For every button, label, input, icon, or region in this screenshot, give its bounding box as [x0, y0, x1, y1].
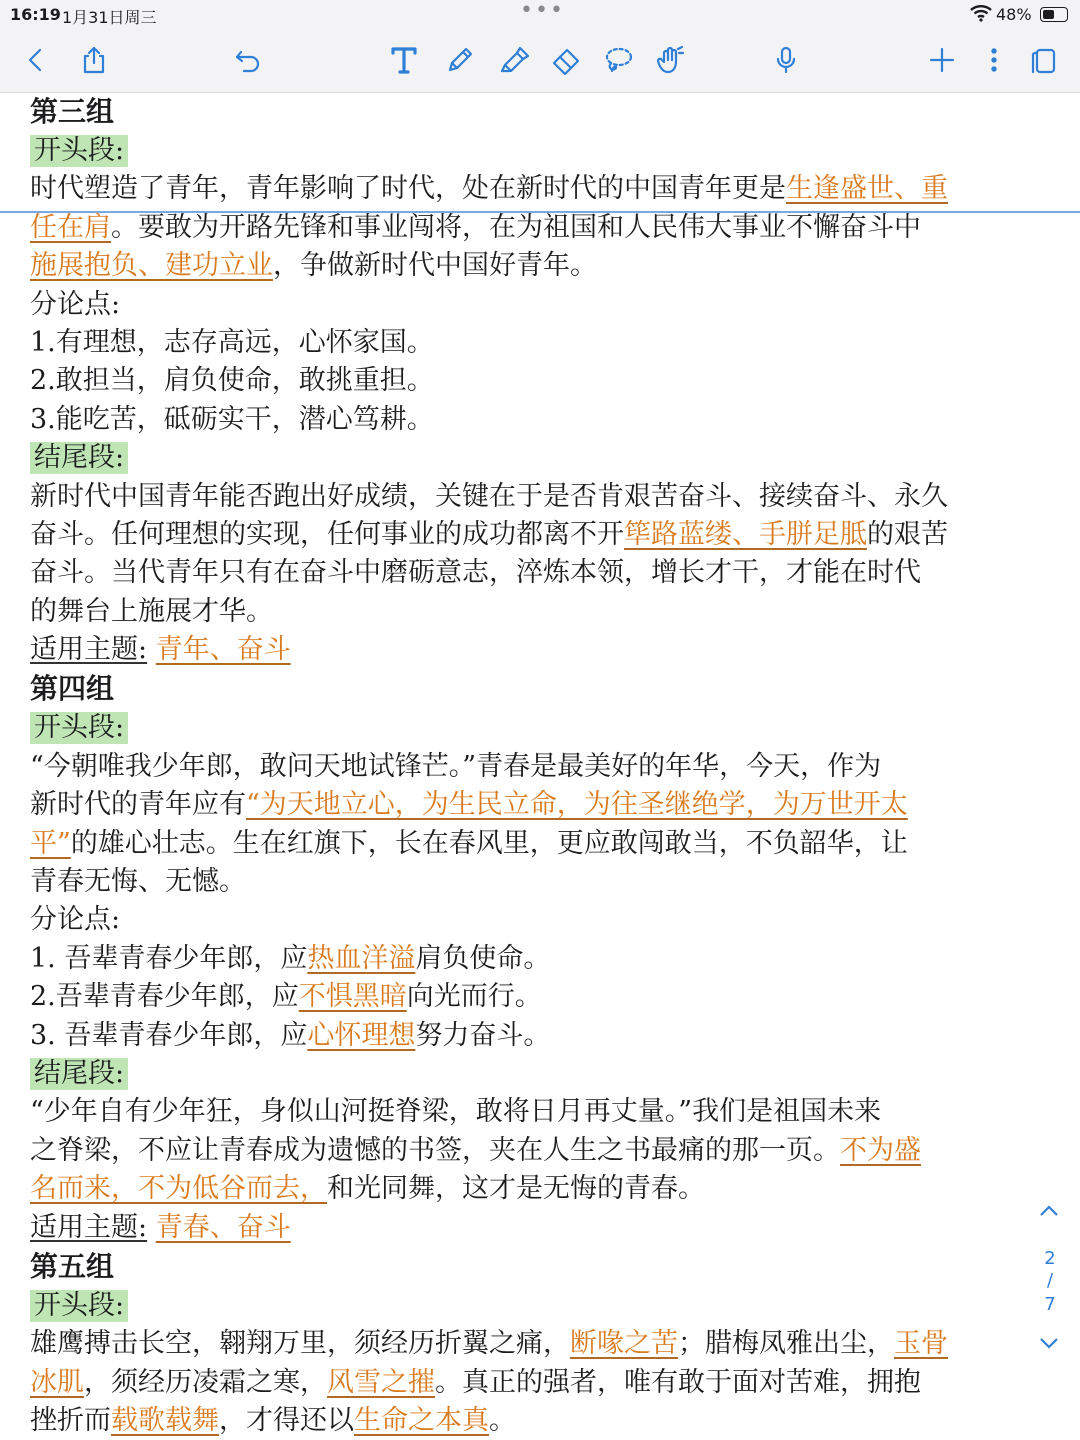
note-line: [30, 978, 1060, 1016]
page-indicator[interactable]: [1030, 1200, 1070, 1360]
section-label: 开头段:: [30, 712, 128, 744]
note-text: [147, 634, 156, 665]
multitasking-dots-icon[interactable]: •••: [520, 0, 565, 23]
note-line: [30, 362, 1060, 400]
note-line: [30, 786, 1060, 824]
note-line: [30, 1209, 1060, 1247]
note-text: 2.敢担当，肩负使命，敢挑重担。: [30, 365, 434, 397]
highlighted-phrase: 名而来，不为低谷而去，: [30, 1173, 327, 1205]
highlighted-phrase: 心怀理想: [307, 1019, 416, 1051]
section-heading: [30, 669, 1060, 709]
note-line: [30, 209, 1060, 247]
note-text: 新时代中国青年能否跑出好成绩，关键在于是否肯艰苦奋斗、接续奋斗、永久: [30, 480, 948, 512]
note-canvas[interactable]: [30, 92, 1060, 1440]
note-text: “少年自有少年狂，身似山河挺脊梁，敢将日月再丈量。”我们是祖国未来: [30, 1096, 882, 1128]
note-line: [30, 863, 1060, 901]
note-text: 的艰苦: [867, 518, 948, 550]
pen-icon[interactable]: [440, 40, 480, 80]
note-text: 向光而行。: [406, 981, 542, 1013]
note-text: 的雄心壮志。生在红旗下，长在春风里，更应敢闯敢当，不负韶华，让: [70, 827, 908, 859]
note-text: 2.吾辈青春少年郎，应: [30, 981, 299, 1013]
note-line: [30, 709, 1060, 747]
section-label: 开头段:: [30, 1290, 128, 1322]
note-text: 挫折而: [30, 1405, 111, 1437]
highlighted-phrase: “为天地立心，为生民立命，为往圣继绝学，为万世开太: [246, 789, 908, 821]
section-heading: [30, 1247, 1060, 1287]
note-line: [30, 170, 1060, 208]
battery-icon: [1040, 7, 1068, 22]
note-text: 。要敢为开路先锋和事业闯将，在为祖国和人民伟大事业不懈奋斗中: [111, 211, 921, 243]
pages-icon[interactable]: [1024, 40, 1064, 80]
highlighted-phrase: 载歌载舞: [111, 1405, 219, 1437]
theme-label: 适用主题:: [30, 1211, 148, 1243]
eraser-icon[interactable]: [546, 40, 586, 80]
highlighted-phrase: 冰肌: [30, 1366, 84, 1398]
section-label: 开头段:: [30, 135, 128, 167]
highlighted-phrase: 生逢盛世、重: [786, 173, 948, 205]
theme-label: 适用主题:: [30, 634, 148, 666]
section-title: 第四组: [30, 672, 115, 706]
section-title: 第五组: [30, 1249, 115, 1283]
note-line: [30, 286, 1060, 324]
highlighted-phrase: 断喙之苦: [570, 1328, 678, 1360]
note-line: [30, 324, 1060, 362]
note-text: [147, 1212, 156, 1243]
hand-gesture-icon[interactable]: [650, 40, 690, 80]
note-line: [30, 247, 1060, 285]
note-line: [30, 1170, 1060, 1208]
highlighted-phrase: 任在肩: [30, 211, 111, 243]
note-line: [30, 748, 1060, 786]
note-text: 3. 吾辈青春少年郎，应: [30, 1019, 308, 1051]
note-line: [30, 1132, 1060, 1170]
note-text: 和光同舞，这才是无悔的青春。: [327, 1173, 705, 1205]
section-label: 结尾段:: [30, 1058, 128, 1090]
section-heading: [30, 92, 1060, 132]
note-line: [30, 1055, 1060, 1093]
wifi-icon: [970, 4, 992, 26]
undo-icon[interactable]: [228, 40, 268, 80]
add-icon[interactable]: [922, 40, 962, 80]
note-text: ，须经历凌霜之寒，: [84, 1366, 327, 1398]
more-icon[interactable]: [974, 40, 1014, 80]
note-text: 1.有理想，志存高远，心怀家国。: [30, 326, 434, 358]
note-text: 。: [489, 1405, 516, 1437]
note-text: 时代塑造了青年，青年影响了时代，处在新时代的中国青年更是: [30, 173, 786, 205]
note-text: 青春无悔、无憾。: [30, 866, 246, 898]
note-text: 分论点:: [30, 904, 121, 936]
highlighted-phrase: 玉骨: [894, 1328, 948, 1360]
note-text: 之脊梁，不应让青春成为遗憾的书签，夹在人生之书最痛的那一页。: [30, 1134, 840, 1166]
note-line: [30, 593, 1060, 631]
note-line: [30, 554, 1060, 592]
note-line: [30, 516, 1060, 554]
status-time: 16:19: [10, 5, 61, 24]
page-down-icon[interactable]: [1038, 1334, 1060, 1355]
highlighted-phrase: 青年、奋斗: [155, 634, 291, 666]
note-line: [30, 1364, 1060, 1402]
note-text: 新时代的青年应有: [30, 789, 246, 821]
highlighted-phrase: 青春、奋斗: [155, 1211, 291, 1243]
note-toolbar: [0, 30, 1080, 93]
note-text: 奋斗。当代青年只有在奋斗中磨砺意志，淬炼本领，增长才干，才能在时代: [30, 557, 921, 589]
highlighted-phrase: 风雪之摧: [327, 1366, 435, 1398]
page-separator: /: [1046, 1270, 1054, 1291]
battery-percent: 48%: [996, 5, 1032, 24]
highlighter-icon[interactable]: [494, 40, 534, 80]
section-label: 结尾段:: [30, 442, 128, 474]
note-line: [30, 401, 1060, 439]
note-line: [30, 901, 1060, 939]
note-line: [30, 1093, 1060, 1131]
highlighted-phrase: 热血洋溢: [307, 942, 416, 974]
note-line: [30, 1402, 1060, 1440]
highlighted-phrase: 施展抱负、建功立业: [30, 250, 273, 282]
note-text: ；腊梅凤雅出尘，: [678, 1328, 894, 1360]
page-up-icon[interactable]: [1038, 1202, 1060, 1223]
note-text: 分论点:: [30, 288, 121, 320]
note-text: 努力奋斗。: [415, 1019, 551, 1051]
status-date: 1月31日周三: [62, 8, 157, 27]
highlighted-phrase: 不为盛: [840, 1134, 921, 1166]
note-text: 的舞台上施展才华。: [30, 595, 273, 627]
note-text: 。真正的强者，唯有敢于面对苦难，拥抱: [435, 1366, 921, 1398]
status-bar: [0, 0, 1080, 30]
note-line: [30, 1017, 1060, 1055]
highlighted-phrase: 平”: [30, 827, 71, 859]
highlighted-phrase: 不惧黑暗: [298, 981, 407, 1013]
section-title: 第三组: [30, 95, 115, 128]
note-text: 肩负使命。: [415, 942, 551, 974]
note-line: [30, 1287, 1060, 1325]
note-line: [30, 825, 1060, 863]
text-tool-icon[interactable]: [384, 40, 424, 80]
back-icon[interactable]: [16, 40, 56, 80]
highlighted-phrase: 生命之本真: [354, 1405, 489, 1437]
note-text: 雄鹰搏击长空，翱翔万里，须经历折翼之痛，: [30, 1328, 570, 1360]
note-line: [30, 631, 1060, 669]
note-line: [30, 439, 1060, 477]
note-text: 1. 吾辈青春少年郎，应: [30, 942, 308, 974]
microphone-icon[interactable]: [766, 40, 806, 80]
note-line: [30, 478, 1060, 516]
note-text: 3.能吃苦，砥砺实干，潜心笃耕。: [30, 403, 434, 435]
current-page: 2: [1044, 1248, 1056, 1269]
note-line: [30, 940, 1060, 978]
note-text: ，争做新时代中国好青年。: [273, 250, 597, 282]
note-line: [30, 1325, 1060, 1363]
note-text: “今朝唯我少年郎，敢问天地试锋芒。”青春是最美好的年华，今天，作为: [30, 750, 882, 782]
note-line: [30, 132, 1060, 170]
share-icon[interactable]: [74, 40, 114, 80]
note-text: ，才得还以: [219, 1405, 354, 1437]
highlighted-phrase: 筚路蓝缕、手胼足胝: [624, 518, 867, 550]
lasso-icon[interactable]: [598, 40, 638, 80]
note-text: 奋斗。任何理想的实现，任何事业的成功都离不开: [30, 518, 624, 550]
total-pages: 7: [1044, 1294, 1056, 1315]
